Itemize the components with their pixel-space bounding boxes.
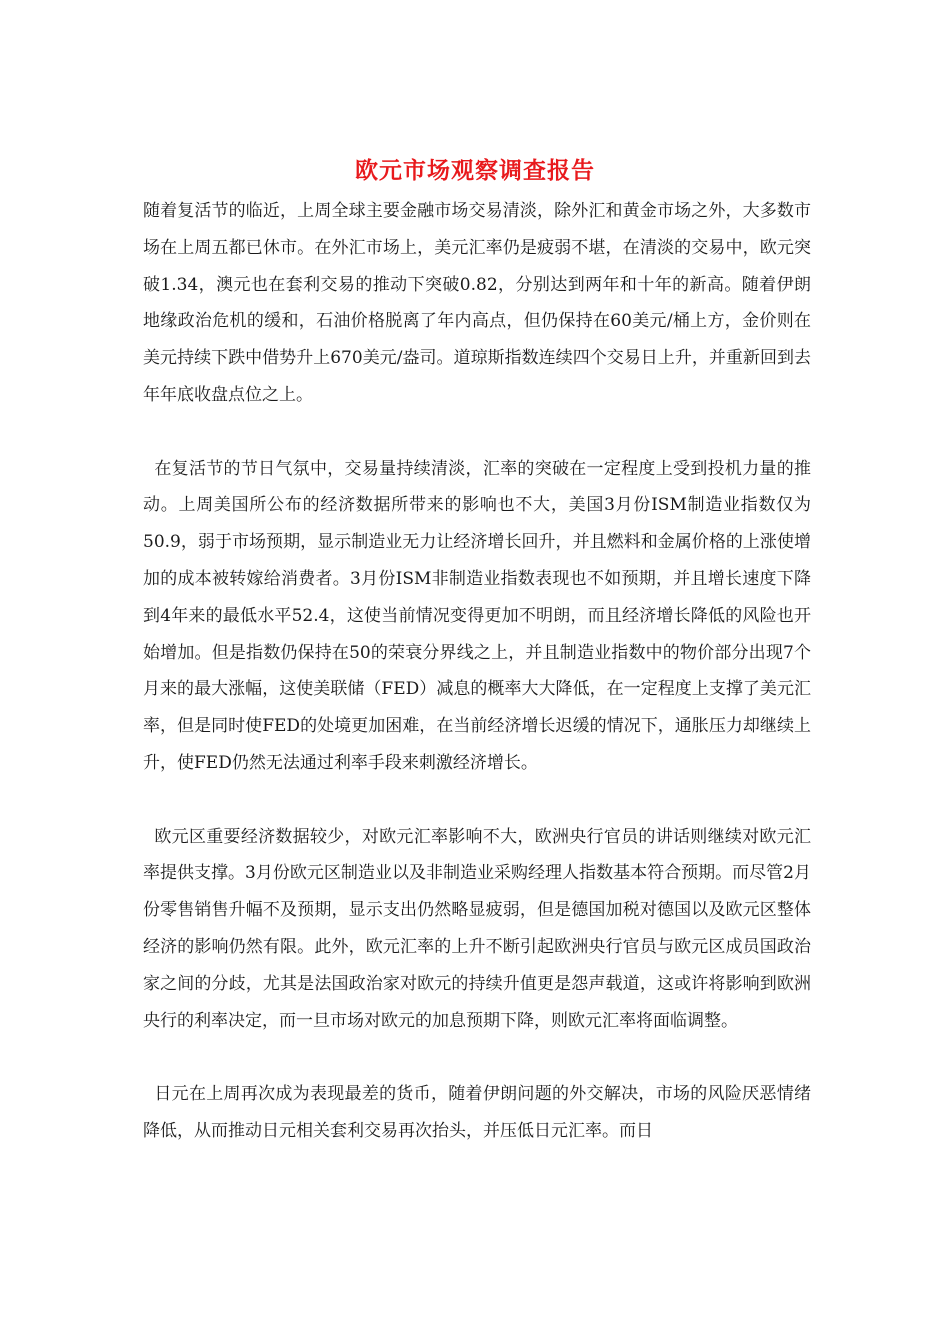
paragraph-3: 欧元区重要经济数据较少，对欧元汇率影响不大，欧洲央行官员的讲话则继续对欧元汇率提供支撑。3月份欧元区制造业以及非制造业采购经理人指数基本符合预期。而尽管2月份零售销售升幅不及预期，显示支出仍然略显疲弱，但是德国加税对德国以及欧元区整体经济的影响仍然有限。此外，欧元汇率的上升不断引起欧洲央行官员与欧元区成员国政治家之间的分歧，尤其是法国政治家对欧元的持续升值更是怨声载道，这或许将影响到欧洲央行的利率决定，而一旦市场对欧元的加息预期下降，则欧元汇率将面临调整。	[143, 826, 812, 1031]
paragraph-4: 日元在上周再次成为表现最差的货币，随着伊朗问题的外交解决，市场的风险厌恶情绪降低，从而推动日元相关套利交易再次抬头，并压低日元汇率。而日	[143, 1084, 812, 1141]
document-title: 欧元市场观察调查报告	[355, 157, 595, 184]
paragraph-2: 在复活节的节日气氛中，交易量持续清淡，汇率的突破在一定程度上受到投机力量的推动。上周美国所公布的经济数据所带来的影响也不大，美国3月份ISM制造业指数仅为50.9，弱于市场预期，显示制造业无力让经济增长回升，并且燃料和金属价格的上涨使增加的成本被转嫁给消费者。3月份ISM非制造业指数表现也不如预期，并且增长速度下降到4年来的最低水平52.4，这使当前情况变得更加不明朗，而且经济增长降低的风险也开始增加。但是指数仍保持在50的荣衰分界线之上，并且制造业指数中的物价部分出现7个月来的最大涨幅，这使美联储（FED）减息的概率大大降低，在一定程度上支撑了美元汇率，但是同时使FED的处境更加困难，在当前经济增长迟缓的情况下，通胀压力却继续上升，使FED仍然无法通过利率手段来刺激经济增长。	[143, 458, 812, 773]
paragraph-1: 随着复活节的临近，上周全球主要金融市场交易清淡，除外汇和黄金市场之外，大多数市场在上周五都已休市。在外汇市场上，美元汇率仍是疲弱不堪，在清淡的交易中，欧元突破1.34，澳元也在套利交易的推动下突破0.82，分别达到两年和十年的新高。随着伊朗地缘政治危机的缓和，石油价格脱离了年内高点，但仍保持在60美元/桶上方，金价则在美元持续下跌中借势升上670美元/盎司。道琼斯指数连续四个交易日上升，并重新回到去年年底收盘点位之上。	[143, 201, 811, 405]
document-body	[143, 193, 811, 1150]
